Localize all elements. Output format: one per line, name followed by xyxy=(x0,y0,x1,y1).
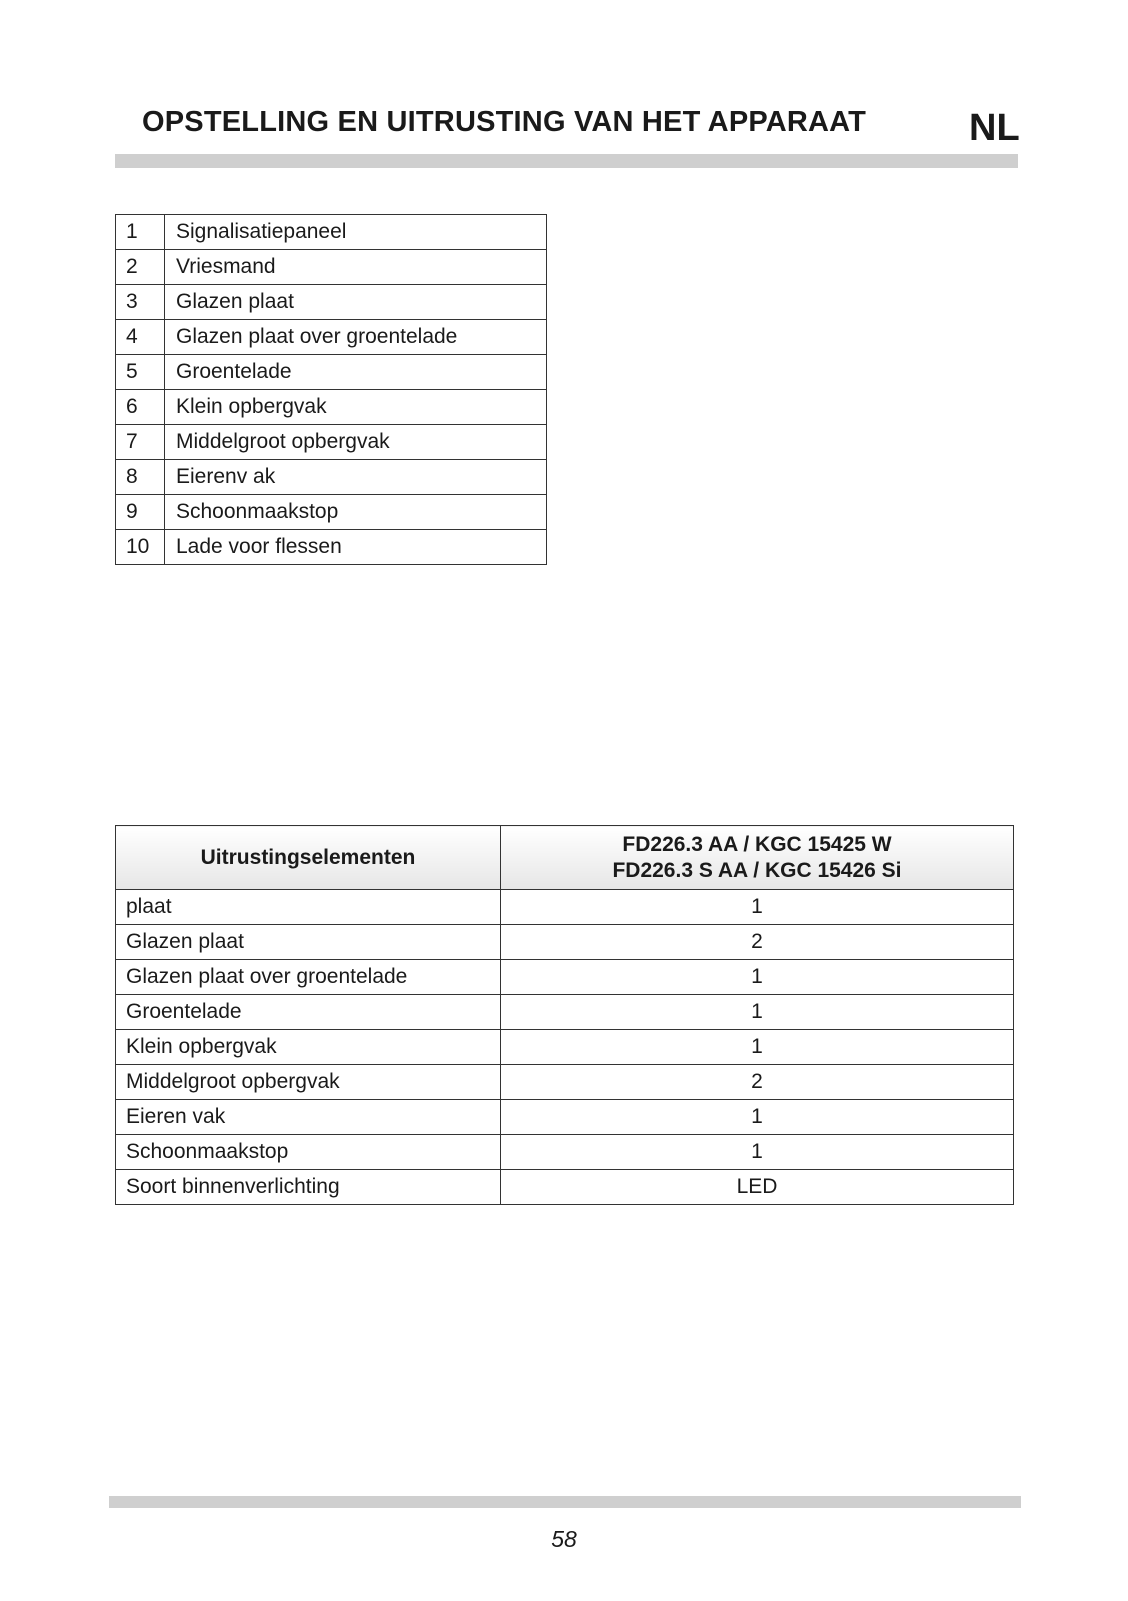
footer-divider-bar xyxy=(109,1496,1021,1508)
table-row xyxy=(116,530,547,565)
model-line-1: FD226.3 AA / KGC 15425 W xyxy=(622,832,892,856)
part-number: 5 xyxy=(116,355,165,390)
part-label: Signalisatiepaneel xyxy=(165,215,547,250)
table-row xyxy=(116,460,547,495)
column-header-items: Uitrustingselementen xyxy=(116,826,501,890)
table-row xyxy=(116,1065,1014,1100)
table-row xyxy=(116,285,547,320)
equipment-item: Soort binnenverlichting xyxy=(116,1170,501,1205)
part-number: 9 xyxy=(116,495,165,530)
part-label: Middelgroot opbergvak xyxy=(165,425,547,460)
part-number: 8 xyxy=(116,460,165,495)
equipment-value: 2 xyxy=(501,1065,1014,1100)
page-number: 58 xyxy=(551,1526,577,1552)
table-row xyxy=(116,1135,1014,1170)
equipment-table xyxy=(115,825,1014,1205)
part-label: Glazen plaat xyxy=(165,285,547,320)
language-code: NL xyxy=(969,107,1020,149)
table-row xyxy=(116,995,1014,1030)
model-line-2: FD226.3 S AA / KGC 15426 Si xyxy=(612,858,902,882)
part-number: 4 xyxy=(116,320,165,355)
table-row xyxy=(116,1030,1014,1065)
part-number: 2 xyxy=(116,250,165,285)
equipment-item: Glazen plaat over groentelade xyxy=(116,960,501,995)
table-row xyxy=(116,925,1014,960)
table-row xyxy=(116,960,1014,995)
part-label: Groentelade xyxy=(165,355,547,390)
table-row xyxy=(116,890,1014,925)
equipment-item: Glazen plaat xyxy=(116,925,501,960)
equipment-value: 1 xyxy=(501,1135,1014,1170)
equipment-value: 1 xyxy=(501,995,1014,1030)
equipment-item: Middelgroot opbergvak xyxy=(116,1065,501,1100)
equipment-item: Schoonmaakstop xyxy=(116,1135,501,1170)
equipment-value: LED xyxy=(501,1170,1014,1205)
part-label: Eierenv ak xyxy=(165,460,547,495)
equipment-value: 1 xyxy=(501,960,1014,995)
equipment-item: Eieren vak xyxy=(116,1100,501,1135)
table-row xyxy=(116,215,547,250)
part-label: Glazen plaat over groentelade xyxy=(165,320,547,355)
equipment-value: 2 xyxy=(501,925,1014,960)
part-number: 3 xyxy=(116,285,165,320)
table-row xyxy=(116,425,547,460)
equipment-item: Groentelade xyxy=(116,995,501,1030)
table-row xyxy=(116,250,547,285)
part-number: 7 xyxy=(116,425,165,460)
table-row xyxy=(116,355,547,390)
header-divider-bar xyxy=(115,154,1018,168)
part-number: 1 xyxy=(116,215,165,250)
equipment-value: 1 xyxy=(501,890,1014,925)
equipment-value: 1 xyxy=(501,1030,1014,1065)
part-label: Lade voor flessen xyxy=(165,530,547,565)
equipment-item: Klein opbergvak xyxy=(116,1030,501,1065)
page-title: OPSTELLING EN UITRUSTING VAN HET APPARAAT xyxy=(142,106,867,138)
table-row xyxy=(116,390,547,425)
part-number: 6 xyxy=(116,390,165,425)
table-row xyxy=(116,1170,1014,1205)
table-row xyxy=(116,495,547,530)
parts-list-table xyxy=(115,214,547,565)
part-label: Klein opbergvak xyxy=(165,390,547,425)
equipment-value: 1 xyxy=(501,1100,1014,1135)
part-label: Vriesmand xyxy=(165,250,547,285)
equipment-item: plaat xyxy=(116,890,501,925)
column-header-models xyxy=(501,826,1014,890)
table-row xyxy=(116,320,547,355)
table-row xyxy=(116,1100,1014,1135)
table-header-row xyxy=(116,826,1014,890)
part-label: Schoonmaakstop xyxy=(165,495,547,530)
part-number: 10 xyxy=(116,530,165,565)
